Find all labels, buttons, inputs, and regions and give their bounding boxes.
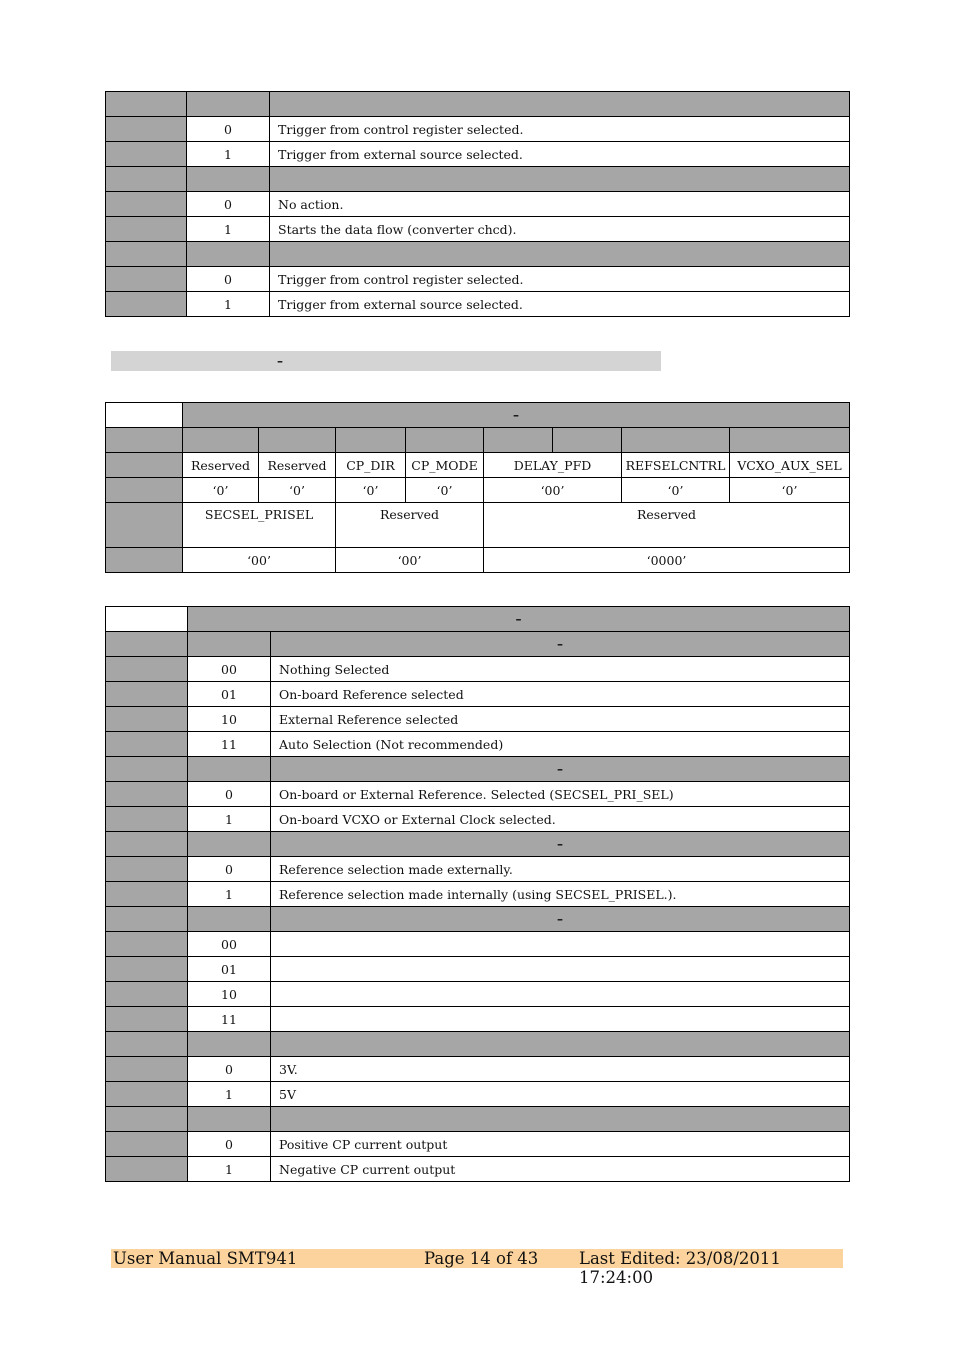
bit-value: 0 bbox=[188, 782, 271, 807]
register-title-dash: – bbox=[183, 403, 850, 428]
table-row bbox=[106, 217, 850, 242]
table-row bbox=[106, 1032, 850, 1057]
bit-description: External Reference selected bbox=[271, 707, 850, 732]
table-row bbox=[106, 982, 850, 1007]
field-default: ‘0’ bbox=[183, 478, 259, 503]
table-row bbox=[106, 1007, 850, 1032]
bit-description: Trigger from external source selected. bbox=[270, 292, 850, 317]
bit-description bbox=[271, 1007, 850, 1032]
bit-description: Reference selection made externally. bbox=[271, 857, 850, 882]
bit-value: 0 bbox=[188, 1057, 271, 1082]
field-default: ‘00’ bbox=[484, 478, 622, 503]
field-name: VCXO_AUX_SEL bbox=[730, 453, 850, 478]
bit-description: Trigger from external source selected. bbox=[270, 142, 850, 167]
field-default: ‘0’ bbox=[336, 478, 406, 503]
table-row bbox=[106, 807, 850, 832]
bit-value: 1 bbox=[187, 142, 270, 167]
table-row bbox=[106, 657, 850, 682]
bit-value: 00 bbox=[188, 932, 271, 957]
bit-description: On-board or External Reference. Selected (SECSEL_PRI_SEL) bbox=[271, 782, 850, 807]
bit-value: 11 bbox=[188, 732, 271, 757]
table-row bbox=[106, 1082, 850, 1107]
bit-value: 0 bbox=[187, 267, 270, 292]
bit-value: 1 bbox=[187, 292, 270, 317]
field-name: REFSELCNTRL bbox=[622, 453, 730, 478]
field-default: ‘0000’ bbox=[484, 548, 850, 573]
table-row bbox=[106, 548, 850, 573]
table-row bbox=[106, 832, 850, 857]
table-row bbox=[106, 167, 850, 192]
footer-page-number: Page 14 of 43 bbox=[424, 1249, 539, 1268]
bit-description: 3V. bbox=[271, 1057, 850, 1082]
table-row bbox=[106, 503, 850, 548]
table-row bbox=[106, 957, 850, 982]
field-default: ‘0’ bbox=[622, 478, 730, 503]
bit-description: On-board Reference selected bbox=[271, 682, 850, 707]
field-default: ‘00’ bbox=[183, 548, 336, 573]
section-heading-dash: – bbox=[277, 354, 283, 368]
bit-description: On-board VCXO or External Clock selected. bbox=[271, 807, 850, 832]
bit-description bbox=[271, 982, 850, 1007]
bit-value: 1 bbox=[187, 217, 270, 242]
bit-description: Positive CP current output bbox=[271, 1132, 850, 1157]
bit-description: Nothing Selected bbox=[271, 657, 850, 682]
table-row bbox=[106, 267, 850, 292]
table-row bbox=[106, 403, 850, 428]
table-row bbox=[106, 632, 850, 657]
table-row bbox=[106, 117, 850, 142]
register-map-table bbox=[105, 402, 850, 573]
table-row bbox=[106, 732, 850, 757]
section-dash: – bbox=[271, 632, 850, 657]
bit-description: Trigger from control register selected. bbox=[270, 117, 850, 142]
table-row bbox=[106, 192, 850, 217]
field-default: ‘0’ bbox=[259, 478, 336, 503]
section-dash: – bbox=[271, 907, 850, 932]
bit-value: 1 bbox=[188, 807, 271, 832]
table-row bbox=[106, 607, 850, 632]
field-name: Reserved bbox=[259, 453, 336, 478]
bit-value: 11 bbox=[188, 1007, 271, 1032]
bit-value: 10 bbox=[188, 707, 271, 732]
section-dash bbox=[271, 1032, 850, 1057]
bit-description: Negative CP current output bbox=[271, 1157, 850, 1182]
table-row bbox=[106, 882, 850, 907]
field-name: Reserved bbox=[336, 503, 484, 548]
table-row bbox=[106, 292, 850, 317]
section-dash: – bbox=[271, 832, 850, 857]
field-name: SECSEL_PRISEL bbox=[183, 503, 336, 548]
bit-value: 0 bbox=[187, 192, 270, 217]
footer-last-edited: Last Edited: 23/08/2011 17:24:00 bbox=[579, 1249, 781, 1287]
bit-value: 01 bbox=[188, 957, 271, 982]
trigger-table bbox=[105, 91, 850, 317]
table-row bbox=[106, 453, 850, 478]
bit-description bbox=[271, 932, 850, 957]
table-row bbox=[106, 857, 850, 882]
table-row bbox=[106, 907, 850, 932]
field-default: ‘00’ bbox=[336, 548, 484, 573]
register-title-dash: – bbox=[188, 607, 850, 632]
table-row bbox=[106, 1107, 850, 1132]
field-name: CP_MODE bbox=[406, 453, 484, 478]
bit-description: Reference selection made internally (using SECSEL_PRISEL.). bbox=[271, 882, 850, 907]
table-row bbox=[106, 757, 850, 782]
bit-value: 00 bbox=[188, 657, 271, 682]
bit-value: 10 bbox=[188, 982, 271, 1007]
bit-description: Auto Selection (Not recommended) bbox=[271, 732, 850, 757]
table-row bbox=[106, 142, 850, 167]
bit-value: 1 bbox=[188, 1157, 271, 1182]
section-heading bbox=[111, 351, 661, 371]
table-row bbox=[106, 682, 850, 707]
table-row bbox=[106, 707, 850, 732]
field-name: CP_DIR bbox=[336, 453, 406, 478]
bit-value: 01 bbox=[188, 682, 271, 707]
bit-description: Trigger from control register selected. bbox=[270, 267, 850, 292]
table-row bbox=[106, 1157, 850, 1182]
field-name: Reserved bbox=[484, 503, 850, 548]
bit-description bbox=[271, 957, 850, 982]
field-name: Reserved bbox=[183, 453, 259, 478]
bit-description-table bbox=[105, 606, 850, 1182]
field-default: ‘0’ bbox=[730, 478, 850, 503]
table-row bbox=[106, 932, 850, 957]
footer-manual-title: User Manual SMT941 bbox=[113, 1249, 298, 1268]
bit-value: 1 bbox=[188, 882, 271, 907]
bit-value: 0 bbox=[187, 117, 270, 142]
table-row bbox=[106, 782, 850, 807]
page-footer bbox=[111, 1249, 843, 1287]
table-row bbox=[106, 428, 850, 453]
table-row bbox=[106, 478, 850, 503]
bit-description: 5V bbox=[271, 1082, 850, 1107]
table-row bbox=[106, 92, 850, 117]
table-row bbox=[106, 242, 850, 267]
bit-description: No action. bbox=[270, 192, 850, 217]
table-row bbox=[106, 1057, 850, 1082]
bit-value: 1 bbox=[188, 1082, 271, 1107]
section-dash bbox=[271, 1107, 850, 1132]
section-dash: – bbox=[271, 757, 850, 782]
bit-description: Starts the data flow (converter chcd). bbox=[270, 217, 850, 242]
field-default: ‘0’ bbox=[406, 478, 484, 503]
bit-value: 0 bbox=[188, 1132, 271, 1157]
table-row bbox=[106, 1132, 850, 1157]
bit-value: 0 bbox=[188, 857, 271, 882]
field-name: DELAY_PFD bbox=[484, 453, 622, 478]
